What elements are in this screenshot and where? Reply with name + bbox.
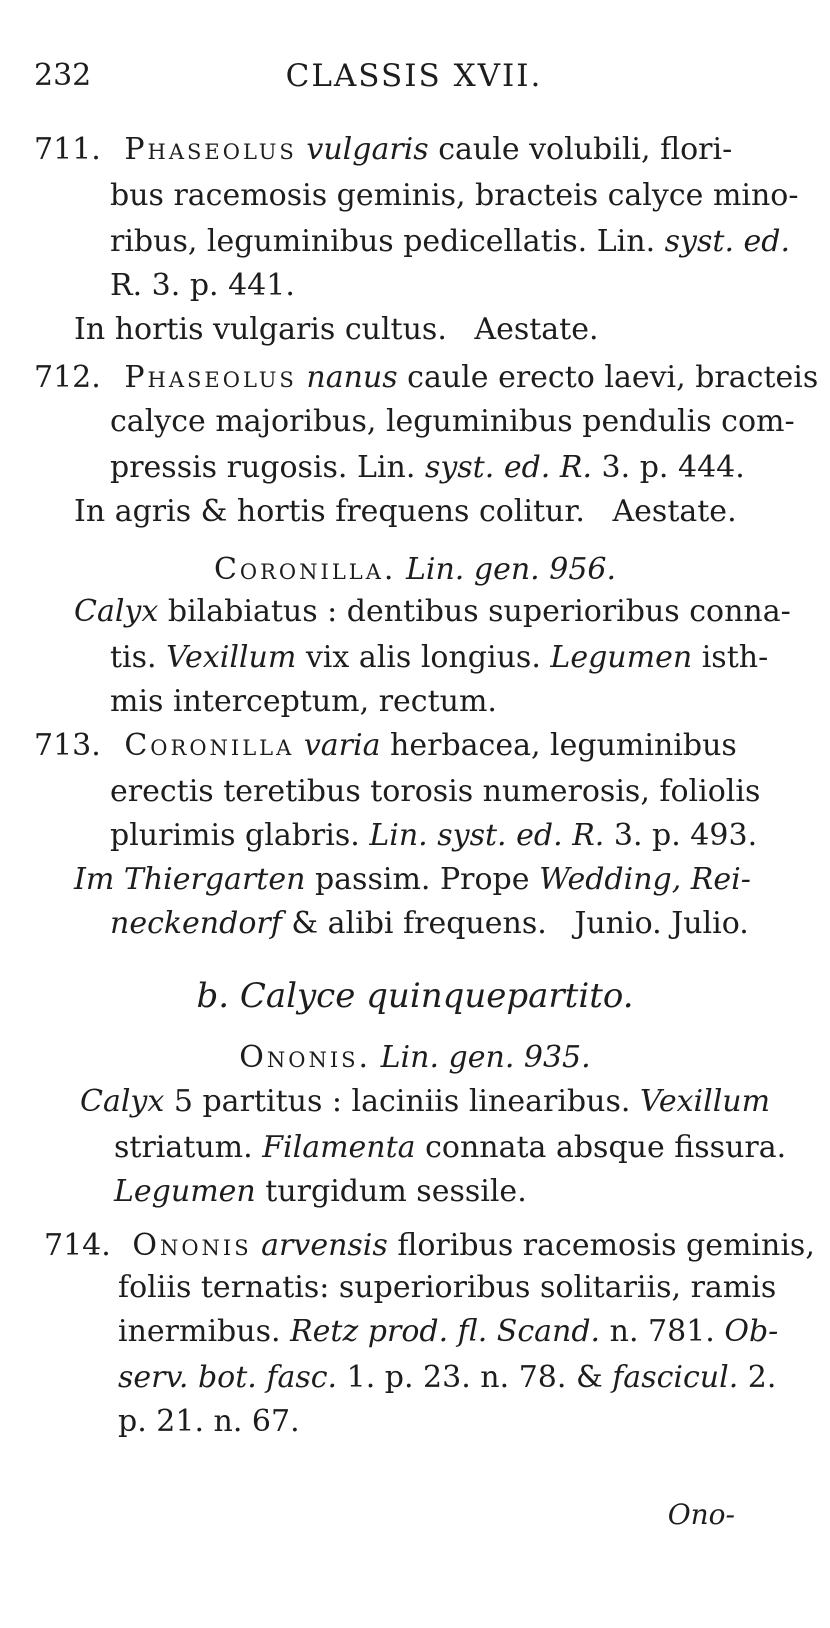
description-text: foliis ternatis: superioribus solitariis, ramis — [118, 1270, 777, 1305]
season-text: Junio. Julio. — [574, 906, 749, 941]
entry-712-line-2 — [110, 402, 795, 442]
entry-712-line-1 — [34, 358, 818, 398]
genus-name: Coronilla — [124, 728, 295, 763]
genus-description-line-1 — [74, 592, 791, 632]
entry-number: 713. — [34, 728, 101, 763]
season-text: Aestate. — [612, 494, 737, 529]
species-name: nanus — [306, 360, 398, 395]
entry-714-line-4 — [118, 1358, 776, 1398]
reference-r: R. — [572, 818, 605, 853]
genus-heading-ref: Lin. gen. 935. — [380, 1040, 591, 1075]
reference-page: 2. — [747, 1360, 777, 1395]
reference-lin: Lin. — [596, 224, 656, 259]
entry-713-line-3 — [110, 816, 757, 856]
entry-712-line-3 — [110, 448, 745, 488]
reference-syst: syst. — [424, 450, 495, 485]
entry-711-line-4 — [110, 266, 295, 306]
reference-r: R. — [559, 450, 592, 485]
genus-description-line-2 — [110, 638, 768, 678]
description-text: floribus racemosis geminis, — [397, 1228, 815, 1263]
reference-work: fascicul. — [612, 1360, 739, 1395]
reference-syst: syst. — [437, 818, 507, 853]
description-text: striatum. — [114, 1130, 253, 1165]
vexillum-label: Vexillum — [166, 640, 297, 675]
genus-name: Phaseolus — [124, 360, 297, 395]
entry-713-habitat-line-1 — [74, 860, 751, 900]
habitat-place: neckendorf — [110, 906, 282, 941]
reference-page: R. 3. p. 441. — [110, 268, 295, 303]
species-name: arvensis — [261, 1228, 388, 1263]
description-text: plurimis glabris. — [110, 818, 360, 853]
entry-711-habitat — [74, 310, 599, 350]
description-text: tis. — [110, 640, 157, 675]
genus-description-line-2 — [114, 1128, 786, 1168]
genus-description-line-3 — [114, 1172, 527, 1212]
description-text: inermibus. — [118, 1314, 281, 1349]
genus-name: Phaseolus — [124, 132, 297, 167]
habitat-text: passim. Prope — [314, 862, 530, 897]
description-text: erectis teretibus torosis numerosis, foliolis — [110, 774, 761, 809]
reference-page: p. 21. n. 67. — [118, 1404, 300, 1439]
entry-number: 712. — [34, 360, 101, 395]
genus-heading-ref: Lin. gen. 956. — [405, 552, 617, 587]
reference-ed: ed. — [503, 450, 551, 485]
description-text: isth- — [701, 640, 769, 675]
genus-heading — [0, 1038, 830, 1078]
entry-713-line-2 — [110, 772, 761, 812]
entry-713-line-1 — [34, 726, 737, 766]
entry-713-habitat-line-2 — [110, 904, 749, 944]
reference-page: 3. p. 493. — [613, 818, 758, 853]
legumen-label: Legumen — [114, 1174, 256, 1209]
description-text: vix alis longius. — [305, 640, 541, 675]
reference-ed: ed. — [743, 224, 791, 259]
reference-work: Ob- — [724, 1314, 779, 1349]
habitat-text: In hortis vulgaris cultus. — [74, 312, 447, 347]
description-text: caule erecto laevi, bracteis — [407, 360, 819, 395]
description-text: pressis rugosis. — [110, 450, 348, 485]
entry-714-line-1 — [44, 1226, 815, 1266]
running-title: CLASSIS XVII. — [285, 58, 543, 94]
calyx-label: Calyx — [74, 594, 159, 629]
calyx-text: 5 partitus : laciniis linearibus. — [173, 1084, 631, 1119]
description-text: connata absque fissura. — [425, 1130, 787, 1165]
entry-number: 711. — [34, 132, 101, 167]
description-text: mis interceptum, rectum. — [110, 684, 497, 719]
reference-work: Retz prod. fl. Scand. — [290, 1314, 601, 1349]
species-name: vulgaris — [306, 132, 429, 167]
entry-714-line-3 — [118, 1312, 778, 1352]
genus-heading-name: Coronilla. — [213, 552, 397, 587]
calyx-text: bilabiatus : dentibus superioribus conna- — [167, 594, 791, 629]
section-heading: b. Calyce quinquepartito. — [196, 976, 634, 1016]
filamenta-label: Filamenta — [262, 1130, 416, 1165]
vexillum-label: Vexillum — [639, 1084, 771, 1119]
reference-page: 1. p. 23. n. 78. & — [346, 1360, 603, 1395]
page-header — [34, 58, 794, 102]
entry-712-habitat — [74, 492, 737, 532]
genus-name: Ononis — [132, 1228, 252, 1263]
genus-description-line-3 — [110, 682, 497, 722]
entry-711-line-2 — [110, 176, 799, 216]
entry-711-line-1 — [34, 130, 736, 170]
calyx-label: Calyx — [80, 1084, 165, 1119]
season-text: Aestate. — [474, 312, 599, 347]
reference-lin: Lin. — [369, 818, 428, 853]
reference-page: n. 781. — [609, 1314, 715, 1349]
description-text: bus racemosis geminis, bracteis calyce mino- — [110, 178, 799, 213]
page-number: 232 — [34, 58, 92, 93]
description-text: herbacea, leguminibus — [390, 728, 737, 763]
genus-description-line-1 — [80, 1082, 770, 1122]
catchword: Ono- — [667, 1498, 735, 1531]
reference-ed: ed. — [516, 818, 563, 853]
description-text: caule volubili, flori- — [438, 132, 733, 167]
genus-heading — [0, 550, 830, 590]
entry-714-line-2 — [118, 1268, 777, 1308]
legumen-label: Legumen — [550, 640, 693, 675]
reference-page: 3. p. 444. — [601, 450, 745, 485]
description-text: calyce majoribus, leguminibus pendulis com- — [110, 404, 795, 439]
reference-lin: Lin. — [357, 450, 416, 485]
genus-heading-name: Ononis. — [239, 1040, 372, 1075]
reference-syst: syst. — [664, 224, 734, 259]
entry-714-line-5 — [118, 1402, 300, 1442]
entry-711-line-3 — [110, 222, 790, 262]
description-text: ribus, leguminibus pedicellatis. — [110, 224, 588, 259]
habitat-place: Wedding, Rei- — [539, 862, 751, 897]
species-name: varia — [303, 728, 381, 763]
habitat-text: In agris & hortis frequens colitur. — [74, 494, 585, 529]
reference-work: serv. bot. fasc. — [118, 1360, 338, 1395]
habitat-text: & alibi frequens. — [291, 906, 547, 941]
description-text: turgidum sessile. — [265, 1174, 527, 1209]
entry-number: 714. — [44, 1228, 111, 1263]
habitat-place: Im Thiergarten — [74, 862, 306, 897]
